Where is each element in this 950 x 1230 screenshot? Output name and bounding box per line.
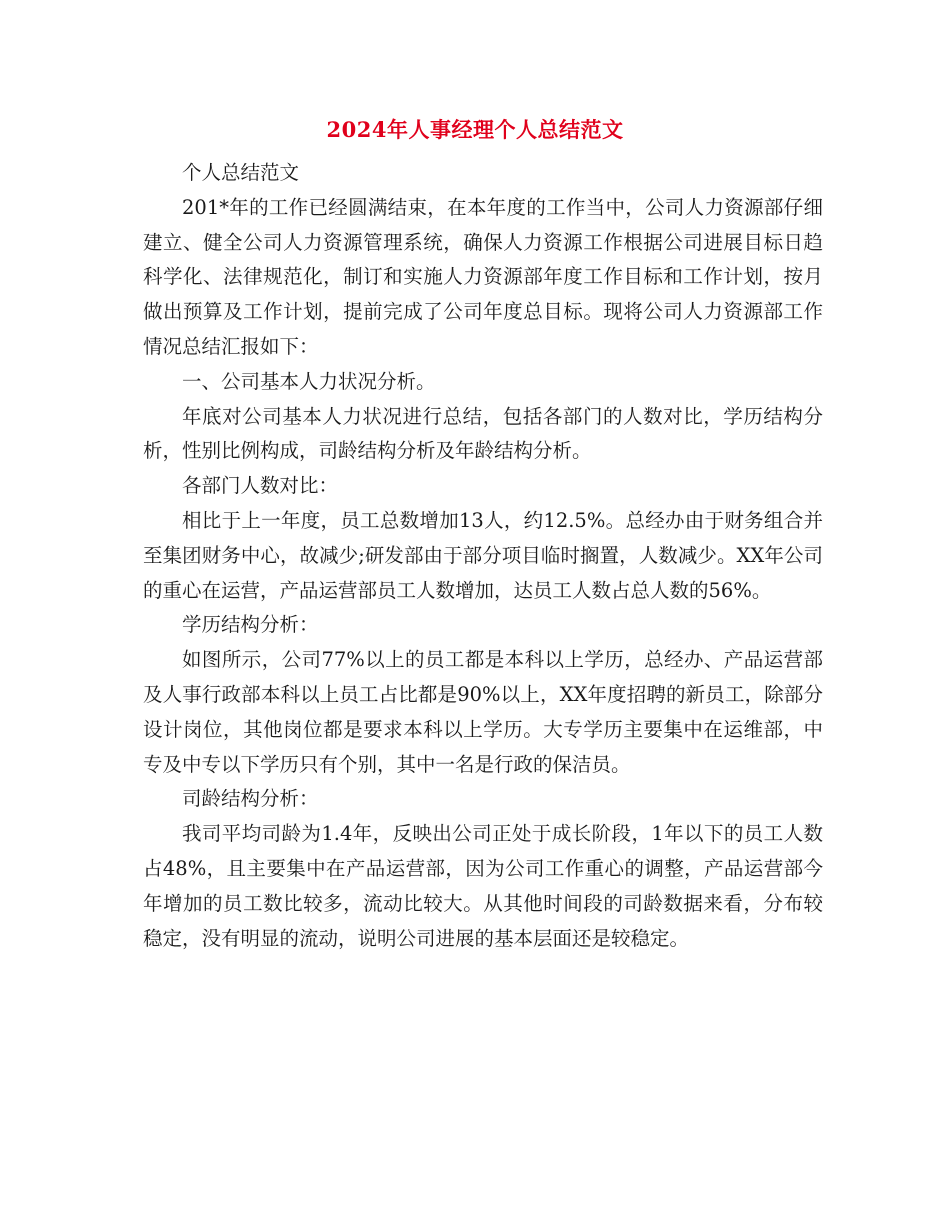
section-heading-basic-analysis: 一、公司基本人力状况分析。 [182, 369, 436, 393]
paragraph-year-end-summary: 年底对公司基本人力状况进行总结，包括各部门的人数对比，学历结构分析，性别比例构成，司龄结构分析及年龄结构分析。 [143, 404, 823, 463]
subheading-education-structure: 学历结构分析： [182, 613, 319, 637]
paragraph-heading-summary: 个人总结范文 [182, 161, 300, 184]
document-body [143, 156, 823, 956]
subheading-tenure-structure: 司龄结构分析： [182, 787, 319, 811]
paragraph-education-structure: 如图所示，公司77%以上的员工都是本科以上学历，总经办、产品运营部及人事行政部本科以上员工占比都是90%以上，XX年度招聘的新员工，除部分设计岗位，其他岗位都是要求本科以上学历。大专学历主要集中在运维部，中专及中专以下学历只有个别，其中一名是行政的保洁员。 [143, 648, 823, 776]
document-title: 2024年人事经理个人总结范文 [326, 117, 624, 142]
subheading-department-comparison: 各部门人数对比： [182, 474, 339, 498]
paragraph-intro: 201*年的工作已经圆满结束，在本年度的工作当中，公司人力资源部仔细建立、健全公司人力资源管理系统，确保人力资源工作根据公司进展目标日趋科学化、法律规范化，制订和实施人力资源部年度工作目标和工作计划，按月做出预算及工作计划，提前完成了公司年度总目标。现将公司人力资源部工作情况总结汇报如下： [143, 195, 823, 358]
paragraph-department-comparison: 相比于上一年度，员工总数增加13人，约12.5%。总经办由于财务组合并至集团财务中心，故减少;研发部由于部分项目临时搁置，人数减少。XX年公司的重心在运营，产品运营部员工人数增加，达员工人数占总人数的56%。 [143, 508, 823, 602]
paragraph-tenure-structure: 我司平均司龄为1.4年，反映出公司正处于成长阶段，1年以下的员工人数占48%，且主要集中在产品运营部，因为公司工作重心的调整，产品运营部今年增加的员工数比较多，流动比较大。从其他时间段的司龄数据来看，分布较稳定，没有明显的流动，说明公司进展的基本层面还是较稳定。 [143, 822, 823, 950]
